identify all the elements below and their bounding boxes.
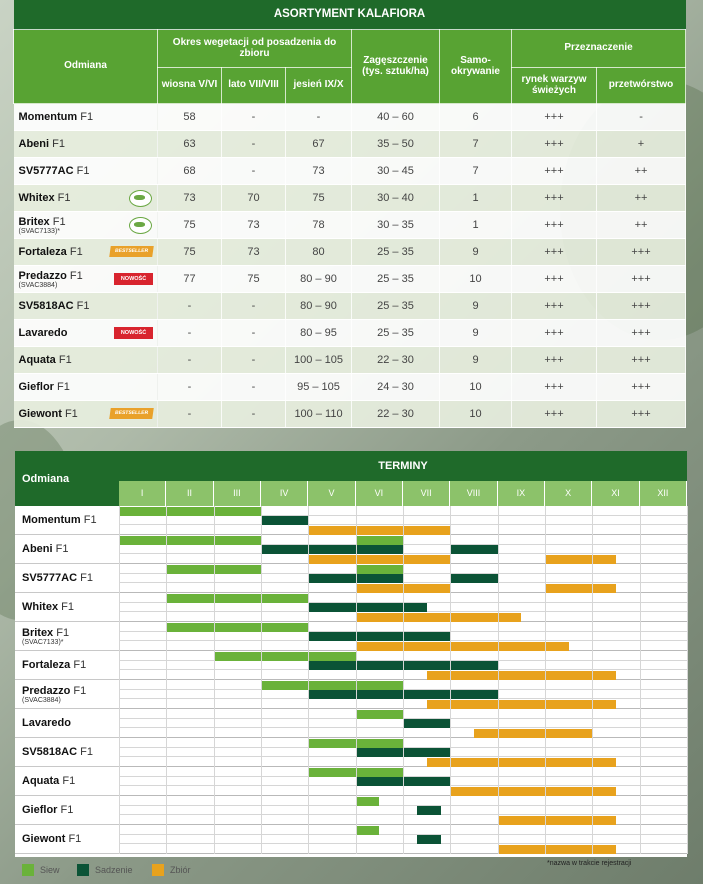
chart-variety-label xyxy=(15,767,119,796)
col-header-jesien: jesień IX/X xyxy=(286,68,352,104)
table-row xyxy=(14,212,686,239)
chart-variety-name xyxy=(22,685,119,697)
month-header: IX xyxy=(498,481,545,506)
cell-samo: 1 xyxy=(440,185,512,212)
new-badge: NOWOŚĆ xyxy=(114,327,153,339)
chart-variety-label-text: Britex xyxy=(22,626,54,639)
cell-jesien: 75 xyxy=(286,185,352,212)
cell-zag: 40 – 60 xyxy=(352,104,440,131)
bar-zbior xyxy=(498,845,616,854)
chart-variety-name xyxy=(22,804,119,816)
bar-siew xyxy=(356,826,380,835)
chart-variety-suffix: F1 xyxy=(68,833,82,845)
variety-name xyxy=(19,300,90,312)
chart-variety-suffix: F1 xyxy=(80,572,93,584)
variety-label: Giewont xyxy=(18,408,62,420)
bar-zbior xyxy=(308,526,450,535)
bar-siew xyxy=(356,536,403,545)
cell-zag: 30 – 35 xyxy=(352,212,440,239)
chart-variety-suffix: F1 xyxy=(61,601,74,613)
cell-rynek: +++ xyxy=(512,185,597,212)
cell-zag: 25 – 35 xyxy=(352,239,440,266)
variety-name-cell xyxy=(14,401,158,428)
grid-line-vertical xyxy=(450,506,451,854)
col-header-samookrywanie: Samo- okrywanie xyxy=(440,30,512,104)
cell-rynek: +++ xyxy=(512,131,597,158)
cell-lato: - xyxy=(222,320,286,347)
bar-zbior xyxy=(427,671,616,680)
cell-lato: 73 xyxy=(222,212,286,239)
cell-wiosna: - xyxy=(158,320,222,347)
bar-zbior xyxy=(356,613,522,622)
chart-variety-label xyxy=(15,709,119,738)
legend-item xyxy=(77,864,133,876)
table-row xyxy=(14,158,686,185)
cell-samo: 9 xyxy=(440,293,512,320)
cell-przet: ++ xyxy=(597,212,686,239)
chart-variety-label-text: Lavaredo xyxy=(22,717,71,729)
cell-wiosna: - xyxy=(158,374,222,401)
bar-sadzenie xyxy=(450,574,497,583)
cell-jesien: 73 xyxy=(286,158,352,185)
month-header: I xyxy=(119,481,166,506)
col-header-lato: lato VII/VIII xyxy=(222,68,286,104)
cell-przet: +++ xyxy=(597,401,686,428)
chart-variety-suffix: F1 xyxy=(60,804,74,816)
cell-przet: - xyxy=(597,104,686,131)
chart-header-terminy: TERMINY xyxy=(119,451,687,481)
variety-name xyxy=(19,216,66,228)
cell-jesien: 95 – 105 xyxy=(286,374,352,401)
cell-jesien: - xyxy=(286,104,352,131)
cell-jesien: 80 – 90 xyxy=(286,266,352,293)
cell-zag: 24 – 30 xyxy=(352,374,440,401)
bestseller-badge: BESTSELLER xyxy=(109,246,154,257)
variety-name-cell xyxy=(14,185,158,212)
variety-code: (SVAC3884) xyxy=(18,281,58,289)
col-header-zageszczenie: Zagęszczenie (tys. sztuk/ha) xyxy=(352,30,440,104)
cell-samo: 9 xyxy=(440,239,512,266)
bar-siew xyxy=(166,594,308,603)
chart-variety-suffix: F1 xyxy=(80,746,93,758)
month-header: II xyxy=(166,481,213,506)
table-row xyxy=(14,293,686,320)
cell-samo: 9 xyxy=(440,320,512,347)
table-row xyxy=(14,185,686,212)
table-row xyxy=(14,374,686,401)
chart-variety-label xyxy=(15,622,119,651)
month-header: X xyxy=(545,481,592,506)
variety-suffix: F1 xyxy=(76,165,90,177)
cell-lato: - xyxy=(222,401,286,428)
variety-suffix: F1 xyxy=(52,215,66,228)
cell-wiosna: 58 xyxy=(158,104,222,131)
bestseller-badge: BESTSELLER xyxy=(109,408,154,419)
variety-name xyxy=(19,246,83,258)
legend-label: Sadzenie xyxy=(95,865,133,875)
chart-variety-label-text: Fortaleza xyxy=(22,659,71,671)
chart-variety-label-text: SV5777AC xyxy=(22,572,78,584)
cell-przet: +++ xyxy=(597,293,686,320)
grid-line-vertical xyxy=(403,506,404,854)
cell-samo: 10 xyxy=(440,401,512,428)
variety-name-cell xyxy=(14,239,158,266)
cell-przet: + xyxy=(597,131,686,158)
bar-zbior xyxy=(427,700,616,709)
chart-variety-label xyxy=(15,535,119,564)
variety-label: Fortaleza xyxy=(18,246,67,258)
grid-line-vertical xyxy=(119,506,120,854)
bar-zbior xyxy=(474,729,592,738)
variety-name-cell xyxy=(14,158,158,185)
cell-przet: +++ xyxy=(597,320,686,347)
cell-wiosna: - xyxy=(158,401,222,428)
chart-variety-label-text: Abeni xyxy=(22,543,53,555)
eco-badge-icon xyxy=(129,217,152,234)
cell-jesien: 100 – 110 xyxy=(286,401,352,428)
variety-name-cell xyxy=(14,347,158,374)
chart-variety-name xyxy=(22,572,119,584)
cell-jesien: 80 xyxy=(286,239,352,266)
bar-siew xyxy=(356,797,380,806)
variety-label: Lavaredo xyxy=(18,327,68,339)
chart-variety-suffix: F1 xyxy=(73,659,87,671)
cell-wiosna: 63 xyxy=(158,131,222,158)
cell-jesien: 100 – 105 xyxy=(286,347,352,374)
col-header-rynek: rynek warzyw świeżych xyxy=(512,68,597,104)
variety-suffix: F1 xyxy=(69,269,83,282)
grid-line-vertical xyxy=(545,506,546,854)
variety-code: (SVAC7133)* xyxy=(18,227,61,235)
chart-variety-name xyxy=(22,833,119,845)
schedule-chart xyxy=(15,451,687,857)
table-row xyxy=(14,320,686,347)
chart-variety-code: (SVAC7133)* xyxy=(22,638,64,646)
cell-samo: 6 xyxy=(440,104,512,131)
variety-label: Gieflor xyxy=(18,381,54,393)
month-header: V xyxy=(308,481,355,506)
registration-note: *nazwa w trakcie rejestracji xyxy=(547,860,632,867)
variety-suffix: F1 xyxy=(76,300,90,312)
cell-rynek: +++ xyxy=(512,239,597,266)
cell-rynek: +++ xyxy=(512,401,597,428)
bar-siew xyxy=(356,710,403,719)
chart-variety-name xyxy=(22,746,119,758)
cell-rynek: +++ xyxy=(512,293,597,320)
bar-zbior xyxy=(450,787,616,796)
chart-variety-suffix: F1 xyxy=(83,514,97,526)
chart-variety-name xyxy=(22,514,119,526)
cell-wiosna: - xyxy=(158,293,222,320)
cell-zag: 25 – 35 xyxy=(352,293,440,320)
cell-przet: ++ xyxy=(597,185,686,212)
cell-przet: ++ xyxy=(597,158,686,185)
bar-siew xyxy=(261,681,403,690)
col-header-przetworstwo: przetwórstwo xyxy=(597,68,686,104)
bar-siew xyxy=(356,565,403,574)
table-row xyxy=(14,239,686,266)
month-header: III xyxy=(214,481,261,506)
cell-wiosna: 75 xyxy=(158,212,222,239)
cell-wiosna: 73 xyxy=(158,185,222,212)
chart-variety-label-text: Giewont xyxy=(22,833,66,845)
bar-siew xyxy=(119,536,261,545)
cell-lato: - xyxy=(222,131,286,158)
col-header-odmiana: Odmiana xyxy=(14,30,158,104)
bar-sadzenie xyxy=(417,835,441,844)
chart-variety-label xyxy=(15,593,119,622)
bar-sadzenie xyxy=(261,516,308,525)
cell-jesien: 78 xyxy=(286,212,352,239)
legend-label: Siew xyxy=(40,865,60,875)
cell-jesien: 80 – 90 xyxy=(286,293,352,320)
cell-lato: 70 xyxy=(222,185,286,212)
cell-samo: 7 xyxy=(440,158,512,185)
cell-przet: +++ xyxy=(597,374,686,401)
cell-zag: 30 – 40 xyxy=(352,185,440,212)
grid-line-vertical xyxy=(498,506,499,854)
variety-suffix: F1 xyxy=(57,381,70,393)
cell-samo: 7 xyxy=(440,131,512,158)
col-header-wiosna: wiosna V/VI xyxy=(158,68,222,104)
variety-name xyxy=(19,327,68,339)
cell-lato: - xyxy=(222,374,286,401)
variety-name xyxy=(19,165,90,177)
chart-variety-name xyxy=(22,775,119,787)
cell-wiosna: 77 xyxy=(158,266,222,293)
table-row xyxy=(14,104,686,131)
chart-variety-label-text: Gieflor xyxy=(22,804,58,816)
bar-siew xyxy=(166,623,308,632)
cell-przet: +++ xyxy=(597,266,686,293)
cell-rynek: +++ xyxy=(512,374,597,401)
bar-sadzenie xyxy=(308,632,450,641)
bar-zbior xyxy=(356,642,569,651)
new-badge: NOWOŚĆ xyxy=(114,273,153,285)
variety-name-cell xyxy=(14,320,158,347)
cell-zag: 30 – 45 xyxy=(352,158,440,185)
cell-wiosna: 68 xyxy=(158,158,222,185)
cell-lato: - xyxy=(222,293,286,320)
variety-label: Predazzo xyxy=(18,269,67,282)
chart-variety-label xyxy=(15,651,119,680)
variety-suffix: F1 xyxy=(58,354,72,366)
variety-name xyxy=(19,270,83,282)
table-row xyxy=(14,347,686,374)
table-title: ASORTYMENT KALAFIORA xyxy=(14,0,686,30)
variety-name xyxy=(19,381,70,393)
variety-name xyxy=(19,192,71,204)
legend-swatch xyxy=(77,864,89,876)
eco-badge-icon xyxy=(129,190,152,207)
legend-item xyxy=(22,864,60,876)
chart-variety-label xyxy=(15,796,119,825)
table-row xyxy=(14,266,686,293)
month-header: IV xyxy=(261,481,308,506)
grid-line-vertical xyxy=(214,506,215,854)
chart-variety-suffix: F1 xyxy=(55,543,69,555)
variety-suffix: F1 xyxy=(69,246,83,258)
variety-label: Aquata xyxy=(18,354,56,366)
grid-line-vertical xyxy=(166,506,167,854)
chart-variety-suffix: F1 xyxy=(73,684,87,697)
chart-variety-name xyxy=(22,543,119,555)
grid-line-vertical xyxy=(592,506,593,854)
chart-variety-label-text: Whitex xyxy=(22,601,59,613)
cell-samo: 9 xyxy=(440,347,512,374)
legend-label: Zbiór xyxy=(170,865,191,875)
chart-variety-label xyxy=(15,738,119,767)
variety-label: Momentum xyxy=(18,111,78,123)
chart-variety-code: (SVAC3884) xyxy=(22,696,61,704)
month-header: VI xyxy=(356,481,403,506)
grid-line-vertical xyxy=(261,506,262,854)
variety-name-cell xyxy=(14,104,158,131)
cell-zag: 35 – 50 xyxy=(352,131,440,158)
chart-variety-label-text: Aquata xyxy=(22,775,60,787)
grid-line-vertical xyxy=(640,506,641,854)
variety-suffix: F1 xyxy=(64,408,78,420)
bar-zbior xyxy=(427,758,616,767)
bar-siew xyxy=(214,652,356,661)
chart-variety-label xyxy=(15,825,119,854)
bar-siew xyxy=(119,507,261,516)
variety-name-cell xyxy=(14,293,158,320)
cell-rynek: +++ xyxy=(512,347,597,374)
month-header: VIII xyxy=(450,481,497,506)
variety-name xyxy=(19,354,72,366)
grid-line-vertical xyxy=(356,506,357,854)
chart-variety-label-text: Predazzo xyxy=(22,684,71,697)
cell-lato: - xyxy=(222,104,286,131)
variety-name xyxy=(19,138,65,150)
variety-name-cell xyxy=(14,131,158,158)
cell-lato: 75 xyxy=(222,266,286,293)
chart-header-odmiana: Odmiana xyxy=(15,451,119,506)
month-header: XI xyxy=(592,481,639,506)
cell-przet: +++ xyxy=(597,239,686,266)
cell-lato: - xyxy=(222,347,286,374)
month-header: XII xyxy=(640,481,687,506)
cell-rynek: +++ xyxy=(512,212,597,239)
cell-lato: - xyxy=(222,158,286,185)
cell-samo: 10 xyxy=(440,266,512,293)
col-header-przeznaczenie: Przeznaczenie xyxy=(512,30,686,68)
cell-jesien: 67 xyxy=(286,131,352,158)
variety-label: SV5818AC xyxy=(18,300,74,312)
cell-rynek: +++ xyxy=(512,320,597,347)
chart-variety-name xyxy=(22,627,119,639)
cell-przet: +++ xyxy=(597,347,686,374)
variety-name-cell xyxy=(14,374,158,401)
cell-lato: 73 xyxy=(222,239,286,266)
legend-item xyxy=(152,864,191,876)
variety-name xyxy=(19,408,78,420)
cell-zag: 25 – 35 xyxy=(352,320,440,347)
chart-variety-label xyxy=(15,680,119,709)
chart-variety-name xyxy=(22,659,119,671)
variety-label: SV5777AC xyxy=(18,165,74,177)
chart-variety-label-text: SV5818AC xyxy=(22,746,78,758)
variety-label: Abeni xyxy=(18,138,50,150)
bar-sadzenie xyxy=(403,719,450,728)
chart-variety-label-text: Momentum xyxy=(22,514,81,526)
bar-sadzenie xyxy=(261,545,403,554)
grid-line-vertical xyxy=(308,506,309,854)
grid-line-vertical xyxy=(687,506,688,854)
cell-wiosna: 75 xyxy=(158,239,222,266)
table-row xyxy=(14,131,686,158)
cell-jesien: 80 – 95 xyxy=(286,320,352,347)
legend-swatch xyxy=(22,864,34,876)
bar-zbior xyxy=(498,816,616,825)
cell-wiosna: - xyxy=(158,347,222,374)
bar-sadzenie xyxy=(308,603,426,612)
bar-sadzenie xyxy=(450,545,497,554)
variety-label: Whitex xyxy=(18,192,55,204)
variety-label: Britex xyxy=(18,215,50,228)
cell-zag: 22 – 30 xyxy=(352,401,440,428)
month-header: VII xyxy=(403,481,450,506)
chart-variety-label xyxy=(15,564,119,593)
legend-swatch xyxy=(152,864,164,876)
cell-samo: 1 xyxy=(440,212,512,239)
cell-zag: 25 – 35 xyxy=(352,266,440,293)
chart-variety-name xyxy=(22,717,119,729)
variety-suffix: F1 xyxy=(80,111,94,123)
variety-name-cell xyxy=(14,266,158,293)
variety-suffix: F1 xyxy=(52,138,65,150)
bar-zbior xyxy=(308,555,450,564)
cell-samo: 10 xyxy=(440,374,512,401)
cell-rynek: +++ xyxy=(512,158,597,185)
variety-name-cell xyxy=(14,212,158,239)
assortment-table xyxy=(13,0,686,428)
bar-zbior xyxy=(545,555,616,564)
cell-rynek: +++ xyxy=(512,266,597,293)
cell-rynek: +++ xyxy=(512,104,597,131)
bar-zbior xyxy=(545,584,616,593)
variety-name xyxy=(19,111,94,123)
cell-zag: 22 – 30 xyxy=(352,347,440,374)
variety-suffix: F1 xyxy=(57,192,71,204)
chart-variety-suffix: F1 xyxy=(62,775,76,787)
chart-variety-label xyxy=(15,506,119,535)
table-row xyxy=(14,401,686,428)
bar-sadzenie xyxy=(417,806,441,815)
col-header-okres: Okres wegetacji od posadzenia do zbioru xyxy=(158,30,352,68)
chart-variety-name xyxy=(22,601,119,613)
chart-variety-suffix: F1 xyxy=(56,626,70,639)
